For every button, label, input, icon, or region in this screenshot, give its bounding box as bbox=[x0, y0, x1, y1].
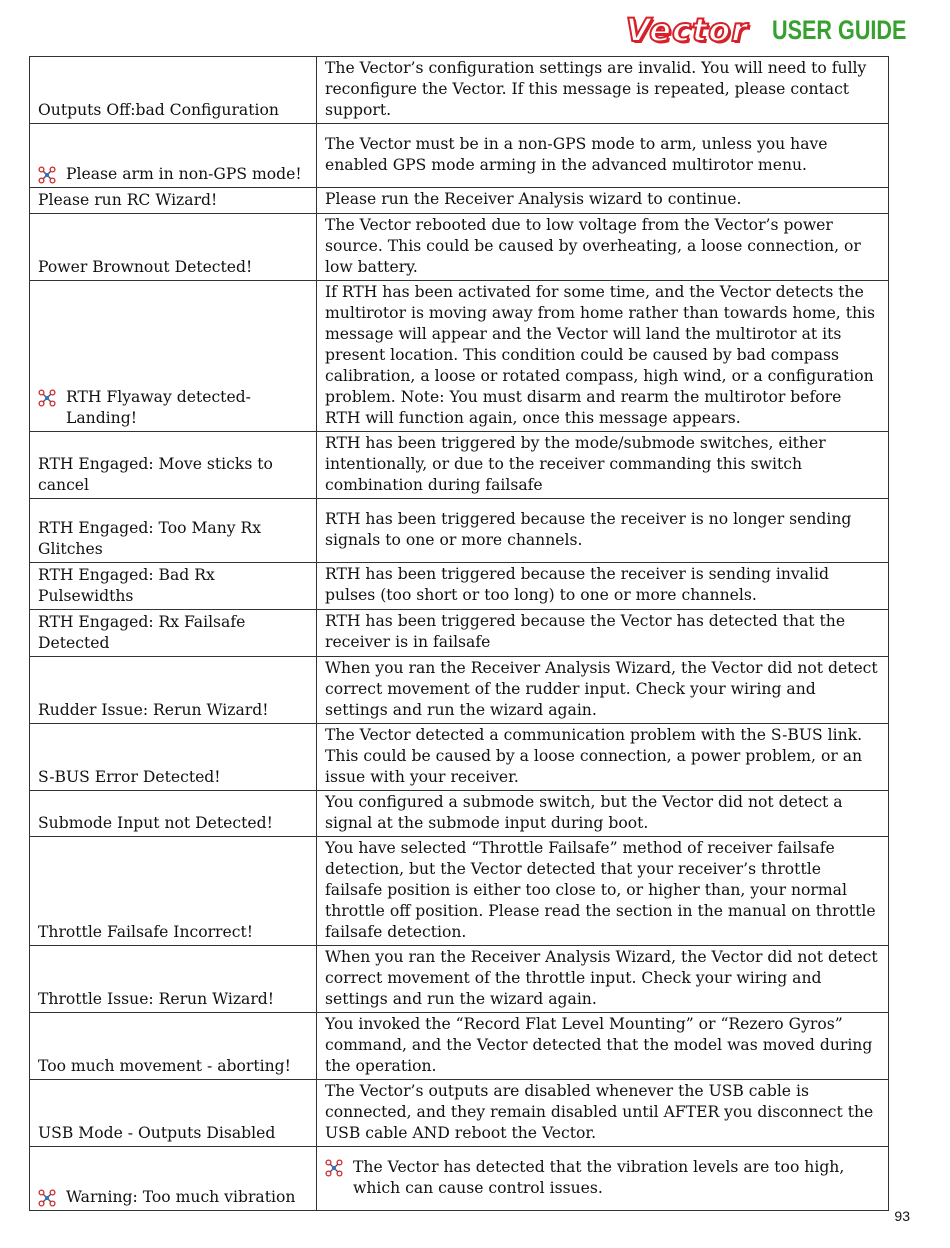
vector-logo: Vector bbox=[625, 11, 748, 49]
message-text: Please arm in non-GPS mode! bbox=[66, 165, 302, 183]
description-text: The Vector’s outputs are disabled whenever the USB cable is connected, and they remain disabled until AFTER you disconnect the USB cable AND reboot the Vector. bbox=[325, 1082, 874, 1142]
description-cell bbox=[317, 837, 889, 946]
description-text: The Vector has detected that the vibration levels are too high, which can cause control issues. bbox=[353, 1158, 845, 1197]
message-cell bbox=[30, 499, 317, 563]
message-text: USB Mode - Outputs Disabled bbox=[38, 1124, 276, 1142]
description-cell bbox=[317, 946, 889, 1013]
status-message-table bbox=[29, 56, 889, 1211]
message-cell bbox=[30, 1080, 317, 1147]
multirotor-icon bbox=[325, 1159, 343, 1177]
message-text: Rudder Issue: Rerun Wizard! bbox=[38, 701, 269, 719]
table-row bbox=[30, 432, 889, 499]
description-text: The Vector detected a communication problem with the S-BUS link. This could be caused by a loose connection, a power problem, or an issue with your receiver. bbox=[325, 726, 863, 786]
page-header bbox=[626, 10, 940, 50]
message-text: RTH Engaged: Move sticks to cancel bbox=[38, 455, 273, 494]
message-text: Throttle Failsafe Incorrect! bbox=[38, 923, 254, 941]
message-cell bbox=[30, 57, 317, 124]
description-text: Please run the Receiver Analysis wizard to continue. bbox=[325, 190, 742, 208]
table-row bbox=[30, 946, 889, 1013]
message-text: Warning: Too much vibration bbox=[66, 1188, 296, 1206]
description-text: RTH has been triggered because the receiver is no longer sending signals to one or more channels. bbox=[325, 510, 852, 549]
table-row bbox=[30, 124, 889, 188]
message-text: Please run RC Wizard! bbox=[38, 191, 218, 209]
table-row bbox=[30, 1080, 889, 1147]
message-cell bbox=[30, 1147, 317, 1211]
description-text: If RTH has been activated for some time, and the Vector detects the multirotor is moving away from home rather than towards home, this message will appear and the Vector will land the multirotor at its present location. This condition could be caused by bad compass calibration, a loose or rotated compass, high wind, or a configuration problem. Note: You must disarm and rearm the multirotor before RTH will function again, once this message appears. bbox=[325, 283, 876, 427]
table-row bbox=[30, 610, 889, 657]
message-text: Throttle Issue: Rerun Wizard! bbox=[38, 990, 275, 1008]
message-cell bbox=[30, 188, 317, 214]
description-cell bbox=[317, 57, 889, 124]
description-text: When you ran the Receiver Analysis Wizard, the Vector did not detect correct movement of the rudder input. Check your wiring and settings and run the wizard again. bbox=[325, 659, 878, 719]
description-cell bbox=[317, 214, 889, 281]
multirotor-icon bbox=[38, 1189, 56, 1207]
description-text: You have selected “Throttle Failsafe” method of receiver failsafe detection, but the Vector detected that your receiver’s throttle failsafe position is either too close to, or higher than, your normal throttle off position. Please read the section in the manual on throttle failsafe detection. bbox=[325, 839, 876, 941]
description-cell bbox=[317, 432, 889, 499]
description-text: The Vector’s configuration settings are invalid. You will need to fully reconfigure the Vector. If this message is repeated, please contact support. bbox=[325, 59, 867, 119]
description-cell bbox=[317, 1147, 889, 1211]
table-row bbox=[30, 1147, 889, 1211]
description-cell bbox=[317, 563, 889, 610]
table-row bbox=[30, 499, 889, 563]
message-cell bbox=[30, 837, 317, 946]
description-text: RTH has been triggered because the receiver is sending invalid pulses (too short or too long) to one or more channels. bbox=[325, 565, 829, 604]
message-text: S-BUS Error Detected! bbox=[38, 768, 221, 786]
message-cell bbox=[30, 281, 317, 432]
message-cell bbox=[30, 657, 317, 724]
message-cell bbox=[30, 610, 317, 657]
message-text: RTH Engaged: Too Many Rx Glitches bbox=[38, 519, 262, 558]
description-text: The Vector must be in a non-GPS mode to arm, unless you have enabled GPS mode arming in the advanced multirotor menu. bbox=[325, 135, 828, 174]
description-cell bbox=[317, 1080, 889, 1147]
message-text: Power Brownout Detected! bbox=[38, 258, 253, 276]
description-cell bbox=[317, 281, 889, 432]
description-cell bbox=[317, 724, 889, 791]
message-text: Outputs Off:bad Configuration bbox=[38, 101, 279, 119]
table-row bbox=[30, 837, 889, 946]
message-cell bbox=[30, 791, 317, 837]
description-text: You configured a submode switch, but the Vector did not detect a signal at the submode input during boot. bbox=[325, 793, 843, 832]
table-row bbox=[30, 57, 889, 124]
table-row bbox=[30, 214, 889, 281]
table-row bbox=[30, 281, 889, 432]
description-text: You invoked the “Record Flat Level Mounting” or “Rezero Gyros” command, and the Vector detected that the model was moved during the operation. bbox=[325, 1015, 873, 1075]
description-cell bbox=[317, 499, 889, 563]
multirotor-icon bbox=[38, 389, 56, 407]
user-guide-title: USER GUIDE bbox=[771, 14, 907, 45]
description-cell bbox=[317, 124, 889, 188]
description-cell bbox=[317, 1013, 889, 1080]
message-cell bbox=[30, 946, 317, 1013]
description-cell bbox=[317, 657, 889, 724]
message-text: RTH Engaged: Bad Rx Pulsewidths bbox=[38, 566, 215, 605]
description-text: When you ran the Receiver Analysis Wizard, the Vector did not detect correct movement of the throttle input. Check your wiring and settings and run the wizard again. bbox=[325, 948, 878, 1008]
description-text: RTH has been triggered because the Vector has detected that the receiver is in failsafe bbox=[325, 612, 846, 651]
table-row bbox=[30, 791, 889, 837]
description-cell bbox=[317, 791, 889, 837]
message-cell bbox=[30, 214, 317, 281]
table-row bbox=[30, 657, 889, 724]
message-cell bbox=[30, 1013, 317, 1080]
table-row bbox=[30, 724, 889, 791]
message-cell bbox=[30, 724, 317, 791]
table-row bbox=[30, 188, 889, 214]
message-text: Too much movement - aborting! bbox=[38, 1057, 291, 1075]
message-cell bbox=[30, 124, 317, 188]
description-text: RTH has been triggered by the mode/submode switches, either intentionally, or due to the receiver commanding this switch combination during failsafe bbox=[325, 434, 826, 494]
message-text: Submode Input not Detected! bbox=[38, 814, 273, 832]
message-text: RTH Flyaway detected- Landing! bbox=[66, 388, 251, 427]
message-cell bbox=[30, 563, 317, 610]
description-text: The Vector rebooted due to low voltage from the Vector’s power source. This could be caused by overheating, a loose connection, or low battery. bbox=[325, 216, 861, 276]
multirotor-icon bbox=[38, 166, 56, 184]
page-number: 93 bbox=[894, 1208, 910, 1224]
message-cell bbox=[30, 432, 317, 499]
table-row bbox=[30, 1013, 889, 1080]
description-cell bbox=[317, 610, 889, 657]
table-row bbox=[30, 563, 889, 610]
description-cell bbox=[317, 188, 889, 214]
message-text: RTH Engaged: Rx Failsafe Detected bbox=[38, 613, 246, 652]
